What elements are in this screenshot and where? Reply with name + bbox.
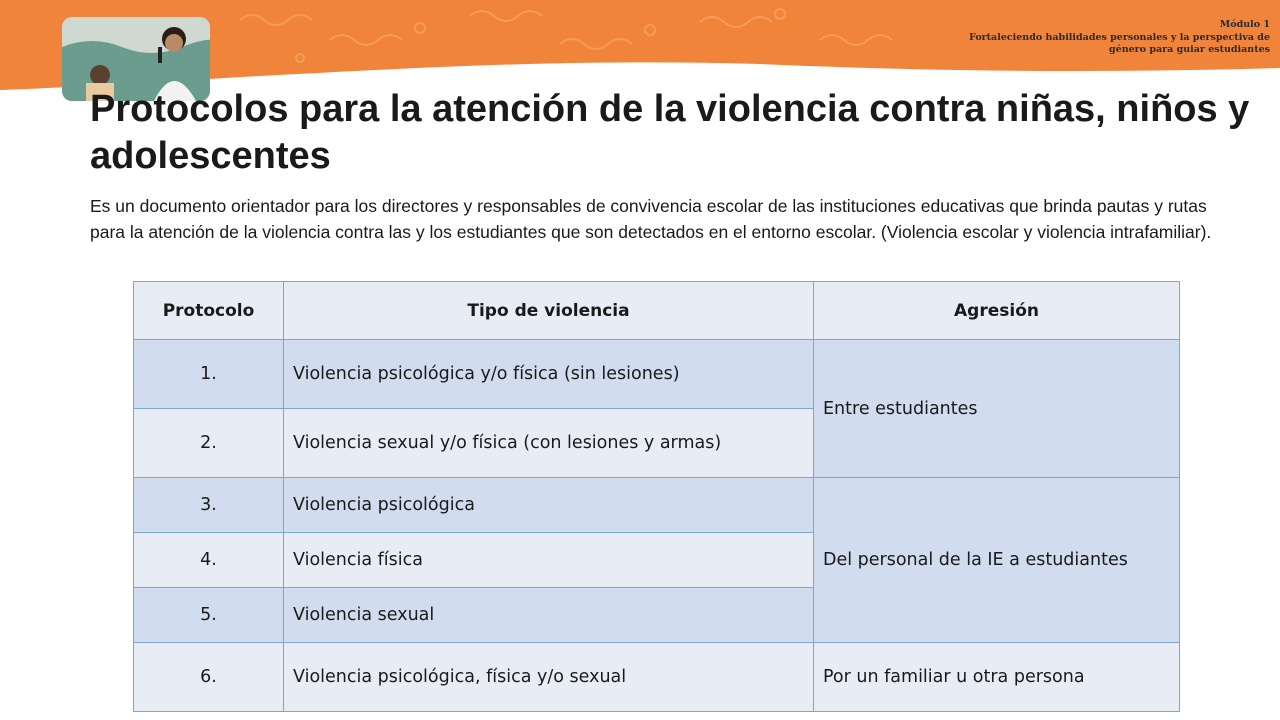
protocol-number: 3. (134, 478, 284, 533)
table-header-row (134, 282, 1180, 340)
aggression-group: Del personal de la IE a estudiantes (814, 478, 1180, 643)
protocol-table (133, 281, 1180, 712)
protocol-number: 6. (134, 643, 284, 712)
column-header-tipo: Tipo de violencia (284, 282, 814, 340)
table-row (134, 643, 1180, 712)
table-row (134, 478, 1180, 533)
protocol-number: 1. (134, 340, 284, 409)
aggression-group: Entre estudiantes (814, 340, 1180, 478)
violence-type: Violencia psicológica (284, 478, 814, 533)
column-header-agresion: Agresión (814, 282, 1180, 340)
intro-paragraph: Es un documento orientador para los directores y responsables de convivencia escolar de las instituciones educativas que brinda pautas y rutas para la atención de la violencia contra las y los estudiantes que son detectados en el entorno escolar. (Violencia escolar y violencia intrafamiliar). (90, 196, 1212, 242)
module-line: Fortaleciendo habilidades personales y la perspectiva de (969, 31, 1270, 43)
protocol-number: 2. (134, 409, 284, 478)
violence-type: Violencia sexual y/o física (con lesiones y armas) (284, 409, 814, 478)
page-title: Protocolos para la atención de la violencia contra niñas, niños y adolescentes (90, 88, 1250, 177)
protocol-number: 5. (134, 588, 284, 643)
column-header-protocolo: Protocolo (134, 282, 284, 340)
table-row (134, 340, 1180, 409)
violence-type: Violencia sexual (284, 588, 814, 643)
protocol-number: 4. (134, 533, 284, 588)
violence-type: Violencia física (284, 533, 814, 588)
violence-type: Violencia psicológica y/o física (sin lesiones) (284, 340, 814, 409)
module-caption (930, 19, 1270, 57)
violence-type: Violencia psicológica, física y/o sexual (284, 643, 814, 712)
aggression-group: Por un familiar u otra persona (814, 643, 1180, 712)
module-line: género para guiar estudiantes (1109, 44, 1270, 55)
module-line: Módulo 1 (1219, 19, 1270, 30)
